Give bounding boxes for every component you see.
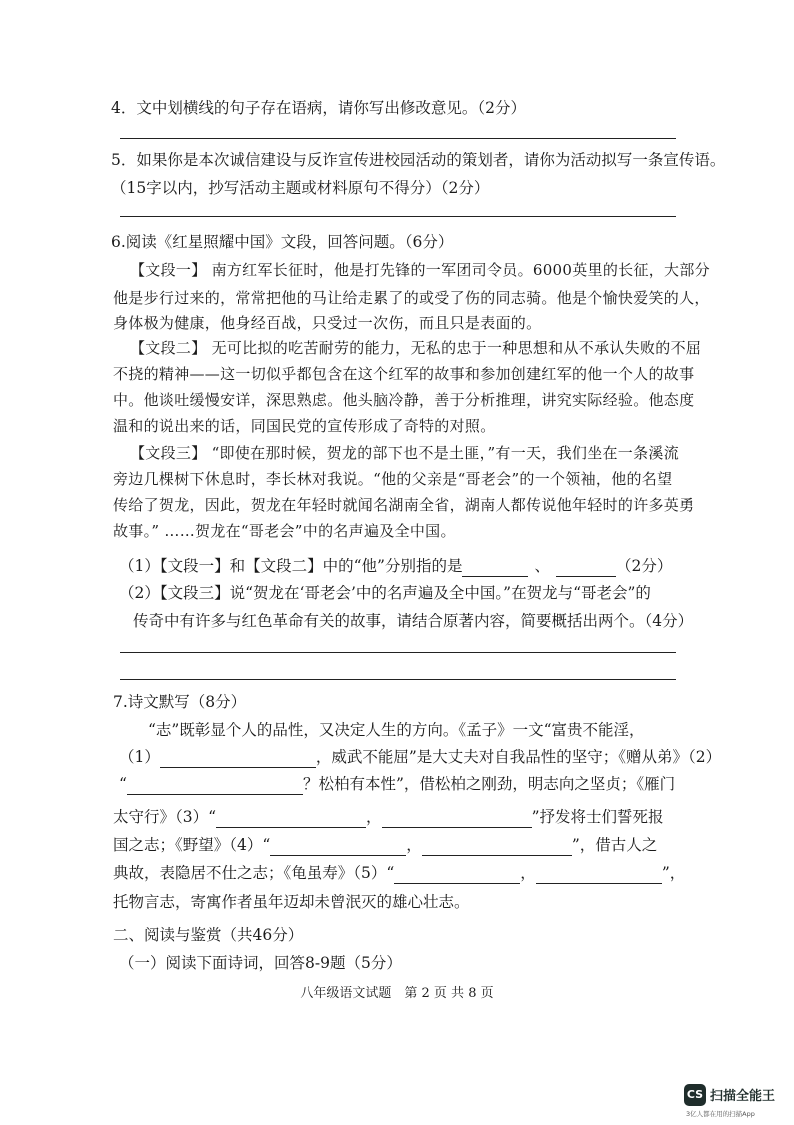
passage-3-line: 旁边几棵树下休息时，李长林对我说。“他的父亲是“哥老会”的一个领袖，他的名望 (113, 470, 673, 488)
answer-blank[interactable] (270, 837, 406, 856)
question-6-2-line2: 传奇中有许多与红色革命有关的故事，请结合原著内容，简要概括出两个。（4分） (133, 612, 694, 630)
answer-blank[interactable] (382, 809, 532, 828)
text-span: “ (119, 775, 127, 793)
answer-blank[interactable] (462, 558, 528, 577)
answer-blank[interactable] (127, 776, 303, 795)
question-6-title: 6.阅读《红星照耀中国》文段，回答问题。（6分） (111, 233, 454, 251)
question-7-text: “志”既彰显个人的品性，又决定人生的方向。《孟子》一文“富贵不能淫， (148, 721, 645, 739)
answer-blank[interactable] (556, 558, 616, 577)
question-7-text (113, 862, 685, 884)
question-6-1-prompt: （1）【文段一】和【文段二】中的“他”分别指的是 (119, 557, 463, 575)
passage-1-line: 身体极为健康，他身经百战，只受过一次伤，而且只是表面的。 (113, 314, 542, 332)
section-2-subtitle: （一）阅读下面诗词，回答8-9题（5分） (119, 954, 402, 972)
text-span: ”， (661, 864, 686, 882)
answer-line (120, 138, 676, 139)
passage-1-line: 【文段一】 南方红军长征时，他是打先锋的一军团司令员。6000英里的长征，大部分 (130, 261, 710, 279)
question-7-text (113, 834, 657, 856)
text-span: 太守行》（3）“ (113, 808, 217, 826)
answer-line (120, 652, 676, 653)
question-4: 4．文中划横线的句子存在语病，请你写出修改意见。（2分） (111, 99, 526, 117)
answer-blank[interactable] (394, 865, 520, 884)
passage-1-line: 他是步行过来的，常常把他的马让给走累了的或受了伤的同志骑。他是个愉快爱笑的人， (113, 289, 710, 307)
camscanner-watermark (684, 1080, 794, 1125)
question-5-line2: （15字以内，抄写活动主题或材料原句不得分）（2分） (111, 179, 490, 197)
passage-3-line: 故事。” ……贺龙在“哥老会”中的名声遍及全中国。 (113, 522, 456, 540)
passage-3-line: 传给了贺龙，因此，贺龙在年轻时就闻名湖南全省，湖南人都传说他年轻时的许多英勇 (113, 496, 695, 514)
passage-3-line: 【文段三】 “即使在那时候，贺龙的部下也不是土匪，”有一天，我们坐在一条溪流 (130, 444, 680, 462)
item-number: （1） (119, 748, 160, 766)
answer-line (120, 679, 676, 680)
passage-2-line: 不挠的精神——这一切似乎都包含在这个红军的故事和参加创建红军的他一个人的故事 (113, 365, 695, 383)
question-6-1 (119, 555, 672, 577)
question-7-text: 托物言志，寄寓作者虽年迈却未曾泯灭的雄心壮志。 (113, 893, 470, 911)
text-span: ，威武不能屈”是大丈夫对自我品性的坚守；《赠从弟》（2） (315, 748, 722, 766)
answer-line (120, 216, 676, 217)
passage-2-line: 中。他谈吐缓慢安详，深思熟虑。他头脑冷静，善于分析推理，讲究实际经验。他态度 (113, 391, 695, 409)
question-7-title: 7.诗文默写（8分） (113, 693, 247, 711)
separator: 、 (534, 557, 550, 575)
answer-blank[interactable] (422, 837, 572, 856)
score: （2分） (615, 557, 673, 575)
passage-2-line: 【文段二】 无可比拟的吃苦耐劳的能力，无私的忠于一种思想和从不承认失败的不屈 (130, 339, 702, 357)
watermark-subtitle: 3亿人都在用的扫描App (686, 1110, 755, 1118)
section-2-title: 二、阅读与鉴赏（共46分） (113, 926, 304, 944)
text-span: 典故，表隐居不仕之志；《龟虽寿》（5）“ (113, 864, 395, 882)
watermark-name: 扫描全能王 (710, 1089, 776, 1104)
text-span: ， (520, 864, 536, 882)
answer-blank[interactable] (216, 809, 366, 828)
answer-blank[interactable] (160, 749, 316, 768)
question-5-line1: 5．如果你是本次诚信建设与反诈宣传进校园活动的策划者，请你为活动拟写一条宣传语。 (111, 151, 726, 169)
camscanner-logo-icon: CS (684, 1084, 706, 1106)
text-span: ， (366, 808, 382, 826)
question-7-text (119, 746, 721, 768)
text-span: ”，借古人之 (571, 836, 658, 854)
question-6-2-line1: （2）【文段三】说“贺龙在‘哥老会’中的名声遍及全中国。”在贺龙与“哥老会”的 (119, 584, 651, 602)
text-span: ， (406, 836, 422, 854)
page-footer: 八年级语文试题 第 2 页 共 8 页 (300, 986, 494, 1001)
answer-blank[interactable] (536, 865, 662, 884)
text-span: ”抒发将士们誓死报 (531, 808, 664, 826)
text-span: ？松柏有本性”，借松柏之刚劲，明志向之坚贞；《雁门 (302, 775, 676, 793)
passage-2-line: 温和的说出来的话，同国民党的宣传形成了奇特的对照。 (113, 417, 496, 435)
question-7-text (119, 773, 675, 795)
question-7-text (113, 806, 664, 828)
text-span: 国之志；《野望》（4）“ (113, 836, 271, 854)
